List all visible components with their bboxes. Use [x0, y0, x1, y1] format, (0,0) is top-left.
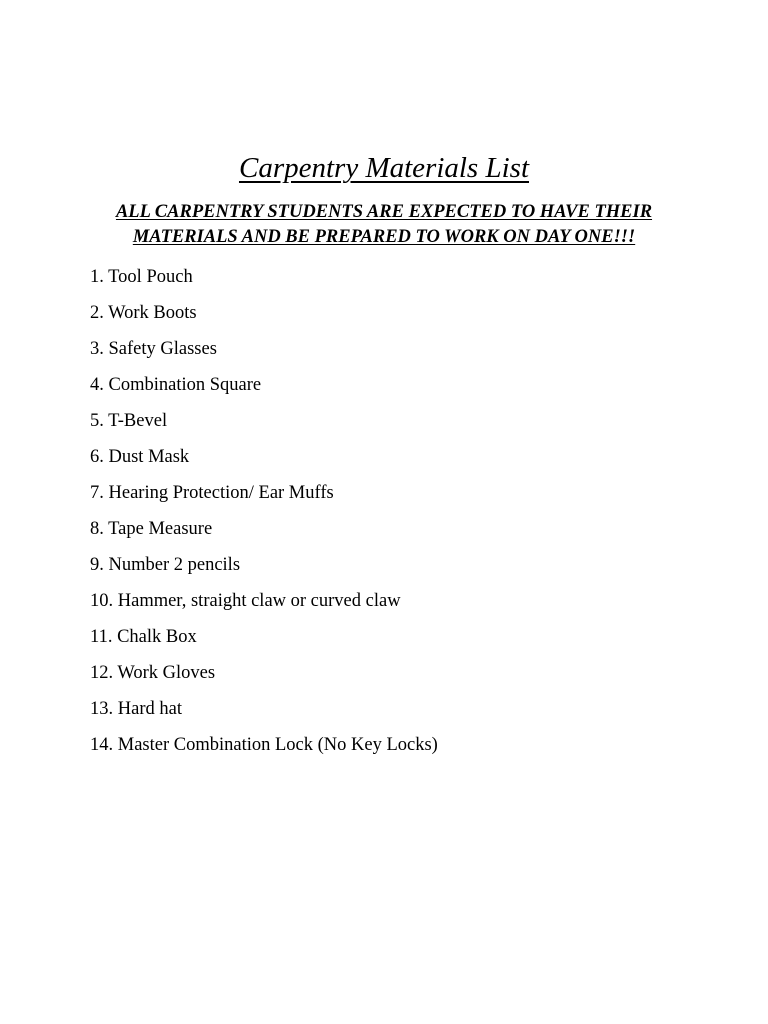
list-item: 4. Combination Square: [90, 375, 262, 395]
list-item: 5. T-Bevel: [90, 411, 168, 431]
list-item: 13. Hard hat: [90, 699, 182, 719]
list-item: 6. Dust Mask: [90, 447, 190, 467]
list-item: 11. Chalk Box: [90, 627, 197, 647]
document-title: Carpentry Materials List: [238, 152, 529, 184]
list-item: 3. Safety Glasses: [90, 339, 217, 359]
list-item: 9. Number 2 pencils: [90, 555, 241, 575]
list-item: 10. Hammer, straight claw or curved claw: [90, 591, 401, 611]
list-item: 12. Work Gloves: [90, 663, 216, 683]
list-item: 7. Hearing Protection/ Ear Muffs: [90, 483, 334, 503]
list-item: 2. Work Boots: [90, 303, 197, 323]
list-item: 8. Tape Measure: [90, 519, 213, 539]
list-item: 14. Master Combination Lock (No Key Locks): [90, 735, 438, 755]
materials-list: [90, 259, 438, 763]
list-item: 1. Tool Pouch: [90, 267, 193, 287]
notice-text: ALL CARPENTRY STUDENTS ARE EXPECTED TO HAVE THEIR MATERIALS AND BE PREPARED TO WORK ON DAY ONE!!!: [115, 202, 653, 247]
